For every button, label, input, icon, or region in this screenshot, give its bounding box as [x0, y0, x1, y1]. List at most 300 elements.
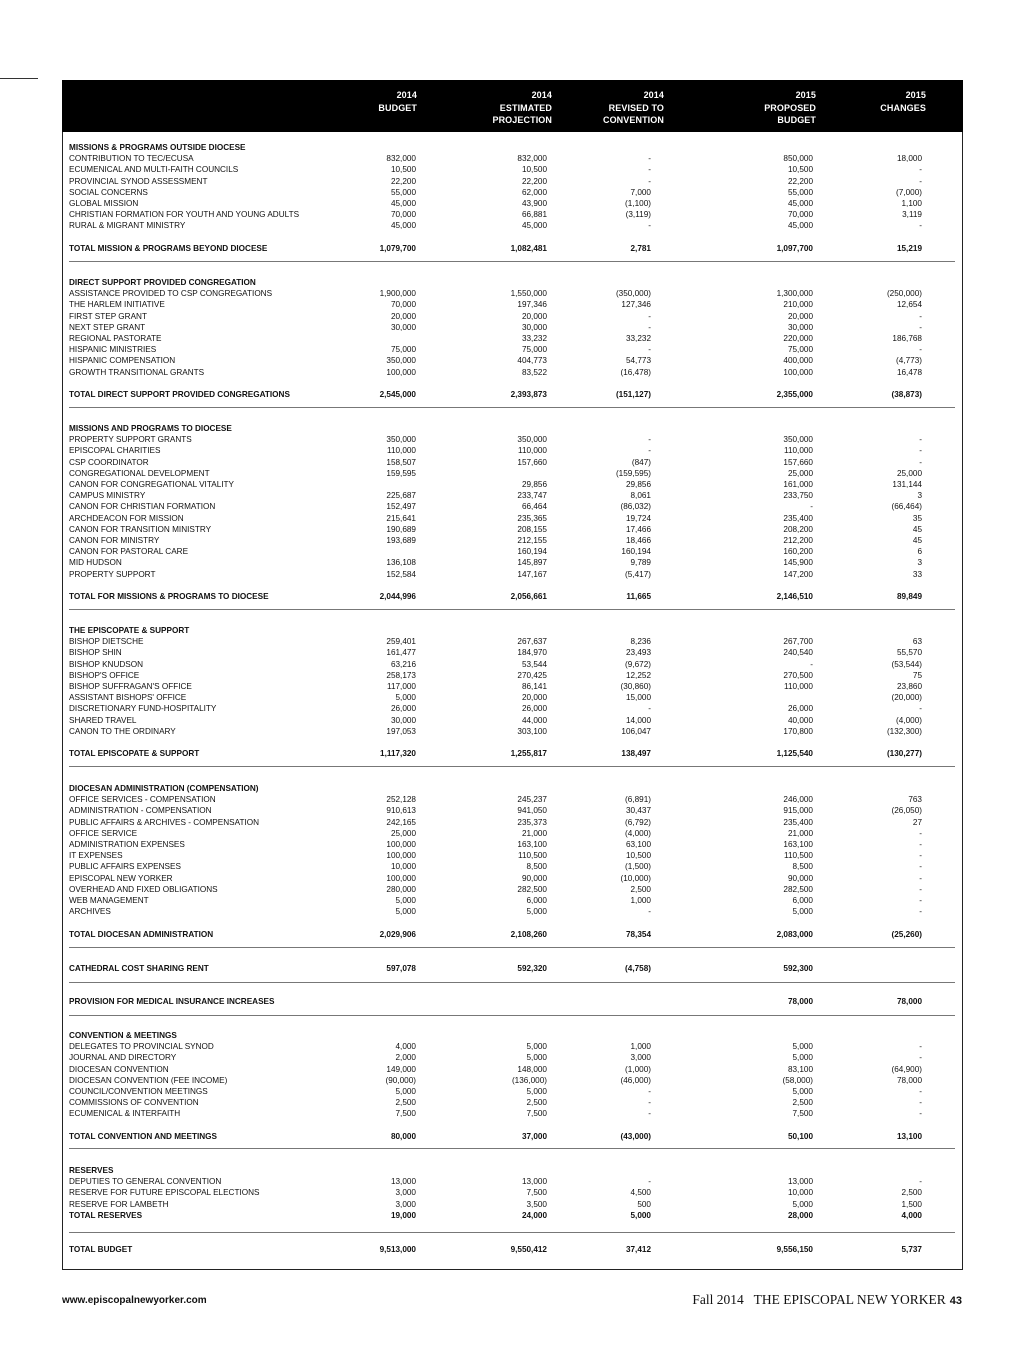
value-2015-changes: 6 [917, 547, 922, 557]
value-2015-changes: 45 [912, 524, 922, 534]
value-2015-changes: - [919, 840, 922, 849]
value-2014-estimated: 10,500 [521, 165, 547, 175]
footer-issue-text: Fall 2014 THE EPISCOPAL NEW YORKER [692, 1292, 946, 1307]
footer-issue [692, 1292, 962, 1308]
value-2015-proposed: 10,000 [787, 1188, 813, 1198]
value-2014-revised: (151,127) [615, 390, 651, 399]
row-label: RURAL & MIGRANT MINISTRY [69, 221, 186, 231]
value-2014-revised: 160,194 [621, 547, 651, 557]
total-budget-row [69, 1244, 929, 1255]
table-row [69, 1086, 929, 1097]
value-2014-estimated: 148,000 [517, 1064, 547, 1074]
value-2015-changes: 63 [912, 637, 922, 647]
value-2015-proposed: 28,000 [787, 1210, 813, 1220]
value-2014-estimated: 66,881 [521, 210, 547, 220]
value-2014-budget: 910,613 [386, 806, 416, 816]
section-total-row [69, 1131, 929, 1142]
value-2014-budget: 152,497 [386, 502, 416, 512]
value-2015-changes: - [919, 345, 922, 355]
value-2015-changes: - [919, 896, 922, 905]
table-row [69, 1108, 929, 1119]
section-heading-label: RESERVES [69, 1166, 114, 1175]
value-2015-proposed: 10,500 [787, 165, 813, 175]
value-2015-proposed: 350,000 [783, 435, 813, 445]
value-2015-proposed: 235,400 [783, 817, 813, 827]
value-2015-changes: - [919, 907, 922, 917]
row-label: WEB MANAGEMENT [69, 896, 149, 905]
value-2014-estimated: 941,050 [517, 806, 547, 816]
value-2015-changes: - [919, 446, 922, 456]
value-2015-changes: 23,860 [896, 682, 922, 691]
row-label: PROPERTY SUPPORT [69, 569, 156, 579]
value-2015-proposed: 5,000 [792, 1053, 813, 1063]
value-2015-proposed: 282,500 [783, 884, 813, 894]
table-row [69, 569, 929, 580]
row-label: RESERVE FOR LAMBETH [69, 1199, 169, 1209]
value-2015-changes: - [919, 1098, 922, 1108]
value-2015-proposed: 400,000 [783, 356, 813, 366]
value-2014-revised: - [648, 154, 651, 164]
value-2014-revised: - [648, 322, 651, 332]
value-2014-budget: 197,053 [386, 726, 416, 736]
table-row [69, 636, 929, 647]
section-heading-label: MISSIONS & PROGRAMS OUTSIDE DIOCESE [69, 143, 246, 152]
section-heading-label: THE EPISCOPATE & SUPPORT [69, 626, 190, 635]
value-2014-revised: (5,417) [625, 569, 651, 579]
value-2014-estimated: 3,500 [526, 1199, 547, 1209]
row-label: CONTRIBUTION TO TEC/ECUSA [69, 154, 194, 164]
value-2015-proposed: 26,000 [787, 704, 813, 714]
value-2015-changes: (38,873) [891, 390, 922, 399]
value-2015-proposed: 212,200 [783, 536, 813, 545]
value-2014-estimated: 1,255,817 [510, 749, 547, 759]
value-2014-estimated: 2,056,661 [510, 592, 547, 601]
value-2014-budget: 1,079,700 [379, 243, 416, 253]
row-label: JOURNAL AND DIRECTORY [69, 1053, 177, 1063]
table-row [69, 861, 929, 872]
value-2014-revised: 29,856 [625, 480, 651, 489]
row-label: PUBLIC AFFAIRS & ARCHIVES - COMPENSATION [69, 817, 260, 827]
value-2014-budget: 5,000 [395, 693, 416, 703]
table-row [69, 659, 929, 670]
value-2014-estimated: 26,000 [521, 704, 547, 714]
value-2015-proposed: 8,500 [792, 862, 813, 872]
value-2014-revised: (847) [631, 457, 651, 467]
value-2014-revised: 1,000 [630, 1042, 651, 1052]
row-label: RESERVE FOR FUTURE EPISCOPAL ELECTIONS [69, 1188, 260, 1198]
value-2015-changes: (130,277) [886, 749, 922, 759]
value-2014-estimated: 7,500 [526, 1188, 547, 1198]
section-heading-label: DIRECT SUPPORT PROVIDED CONGREGATION [69, 278, 256, 287]
value-2014-budget: 5,000 [395, 1087, 416, 1096]
table-row [69, 490, 929, 501]
table-row [69, 220, 929, 231]
value-2014-budget: 5,000 [395, 896, 416, 905]
value-2014-estimated: 9,550,412 [510, 1245, 547, 1254]
value-2015-proposed: 1,097,700 [776, 243, 813, 253]
value-2015-proposed: 75,000 [787, 345, 813, 355]
value-2014-revised: (16,478) [620, 367, 651, 377]
row-label: DELEGATES TO PROVINCIAL SYNOD [69, 1042, 214, 1052]
row-label: ADMINISTRATION EXPENSES [69, 840, 185, 849]
value-2014-estimated: 145,897 [517, 558, 547, 568]
page-number: 43 [949, 1295, 962, 1307]
value-2015-proposed: 210,000 [783, 300, 813, 310]
value-2015-changes: - [919, 1053, 922, 1063]
value-2015-proposed: 208,200 [783, 524, 813, 534]
value-2014-revised: 37,412 [625, 1245, 651, 1254]
value-2014-budget: 832,000 [386, 154, 416, 164]
value-2015-proposed: 157,660 [783, 457, 813, 467]
value-2014-estimated: 43,900 [521, 199, 547, 208]
value-2015-proposed: 2,500 [792, 1098, 813, 1108]
table-row [69, 187, 929, 198]
table-row [69, 513, 929, 524]
row-label: TOTAL CONVENTION AND MEETINGS [69, 1131, 217, 1141]
value-2014-revised: 8,061 [630, 491, 651, 501]
section-heading-label: DIOCESAN ADMINISTRATION (COMPENSATION) [69, 784, 259, 793]
value-2015-changes: (25,260) [891, 929, 922, 939]
value-2014-budget: 2,500 [395, 1098, 416, 1108]
table-row [69, 479, 929, 490]
value-2014-budget: 149,000 [386, 1064, 416, 1074]
value-2015-changes: 12,654 [896, 300, 922, 310]
value-2014-budget: 45,000 [390, 221, 416, 231]
row-label: PROVINCIAL SYNOD ASSESSMENT [69, 176, 208, 186]
value-2014-estimated: 5,000 [526, 1087, 547, 1096]
value-2014-budget: 1,900,000 [379, 289, 416, 299]
value-2015-changes: (64,900) [891, 1064, 922, 1074]
value-2015-changes: - [919, 884, 922, 894]
section-total-row [69, 748, 929, 759]
value-2014-estimated: 6,000 [526, 896, 547, 905]
value-2014-revised: - [648, 1087, 651, 1096]
table-row [69, 457, 929, 468]
value-2015-proposed: 850,000 [783, 154, 813, 164]
value-2014-estimated: 282,500 [517, 884, 547, 894]
table-row [69, 670, 929, 681]
value-2015-proposed: 83,100 [787, 1064, 813, 1074]
row-label: CANON TO THE ORDINARY [69, 726, 176, 736]
value-2014-estimated: 160,194 [517, 547, 547, 557]
value-2014-budget: 70,000 [390, 300, 416, 310]
value-2014-revised: (10,000) [620, 873, 651, 883]
table-row [69, 1052, 929, 1063]
value-2015-changes: - [919, 221, 922, 231]
value-2014-estimated: 22,200 [521, 176, 547, 186]
value-2015-changes: 89,849 [896, 592, 922, 601]
table-row [69, 1064, 929, 1075]
section-total-row [69, 591, 929, 602]
value-2015-proposed: 20,000 [787, 311, 813, 321]
value-2015-changes: - [919, 828, 922, 838]
value-2014-estimated: 33,232 [521, 334, 547, 343]
section-divider [69, 609, 955, 610]
table-row [69, 164, 929, 175]
value-2014-budget: 10,000 [390, 862, 416, 872]
value-2015-proposed: 5,000 [792, 1042, 813, 1052]
value-2014-revised: 2,500 [630, 884, 651, 894]
value-2014-budget: 22,200 [390, 176, 416, 186]
value-2015-proposed: 592,300 [783, 964, 813, 973]
row-label: BISHOP DIETSCHE [69, 637, 144, 647]
row-label: CANON FOR CHRISTIAN FORMATION [69, 502, 216, 512]
table-row [69, 198, 929, 209]
value-2014-budget: 70,000 [390, 210, 416, 220]
value-2014-revised: (159,595) [615, 468, 651, 478]
value-2015-proposed: 78,000 [787, 997, 813, 1006]
col-2014-estimated: 2014 ESTIMATED PROJECTION [492, 90, 552, 125]
value-2014-revised: 18,466 [625, 536, 651, 545]
value-2015-proposed: 5,000 [792, 1087, 813, 1096]
value-2015-proposed: 915,000 [783, 806, 813, 816]
row-label: NEXT STEP GRANT [69, 322, 146, 332]
value-2014-revised: (43,000) [620, 1131, 651, 1141]
value-2015-changes: - [919, 311, 922, 321]
value-2015-changes: 763 [908, 795, 922, 805]
table-row [69, 355, 929, 366]
value-2014-revised: (4,000) [625, 828, 651, 838]
value-2014-budget: 63,216 [390, 659, 416, 669]
row-label: TOTAL BUDGET [69, 1245, 133, 1254]
table-row [69, 873, 929, 884]
section-heading [69, 1030, 929, 1041]
value-2015-changes: 3,119 [902, 210, 922, 220]
value-2014-estimated: 350,000 [517, 435, 547, 445]
table-row [69, 333, 929, 344]
section-total-row [69, 243, 929, 254]
value-2014-revised: 5,000 [630, 1210, 651, 1220]
value-2014-estimated: 90,000 [521, 873, 547, 883]
row-label: CANON FOR PASTORAL CARE [69, 547, 189, 557]
value-2015-proposed: 2,083,000 [776, 929, 813, 939]
row-label: CANON FOR TRANSITION MINISTRY [69, 524, 212, 534]
row-label: GLOBAL MISSION [69, 199, 139, 208]
value-2014-budget: 25,000 [390, 828, 416, 838]
value-2015-proposed: 246,000 [783, 795, 813, 805]
section-divider [69, 261, 955, 262]
value-2015-changes: 3 [917, 558, 922, 568]
table-row [69, 344, 929, 355]
value-2014-estimated: 21,000 [521, 828, 547, 838]
value-2014-estimated: 303,100 [517, 726, 547, 736]
value-2014-revised: 23,493 [625, 648, 651, 658]
value-2014-estimated: 5,000 [526, 907, 547, 917]
value-2014-budget: 20,000 [390, 311, 416, 321]
value-2014-estimated: 2,108,260 [510, 929, 547, 939]
value-2014-budget: 7,500 [395, 1109, 416, 1119]
table-row [69, 445, 929, 456]
value-2014-budget: 55,000 [390, 187, 416, 197]
value-2015-proposed: 270,500 [783, 670, 813, 680]
section-divider [69, 1015, 955, 1016]
value-2014-estimated: 2,393,873 [510, 390, 547, 399]
value-2015-changes: - [919, 862, 922, 872]
table-row [69, 1041, 929, 1052]
section-divider [69, 407, 955, 408]
value-2015-proposed: 1,125,540 [776, 749, 813, 759]
value-2014-revised: (3,119) [625, 210, 651, 220]
value-2014-revised: 127,346 [621, 300, 651, 310]
value-2014-estimated: 212,155 [517, 536, 547, 545]
value-2015-proposed: 7,500 [792, 1109, 813, 1119]
row-label: PROPERTY SUPPORT GRANTS [69, 435, 192, 445]
value-2015-changes: 4,000 [901, 1210, 922, 1220]
value-2014-estimated: 83,522 [521, 367, 547, 377]
value-2015-proposed: (58,000) [782, 1075, 813, 1085]
section-heading [69, 277, 929, 288]
value-2014-estimated: 20,000 [521, 693, 547, 703]
value-2015-changes: - [919, 176, 922, 186]
value-2014-estimated: 13,000 [521, 1177, 547, 1187]
value-2014-budget: 2,044,996 [379, 592, 416, 601]
value-2014-estimated: (136,000) [511, 1075, 547, 1085]
medical-insurance-row [69, 996, 929, 1007]
value-2015-proposed: 235,400 [783, 513, 813, 523]
value-2014-estimated: 267,637 [517, 637, 547, 647]
value-2015-proposed: 2,146,510 [776, 592, 813, 601]
value-2015-proposed: - [810, 502, 813, 512]
row-label: DIOCESAN CONVENTION (FEE INCOME) [69, 1075, 228, 1085]
value-2014-revised: 3,000 [630, 1053, 651, 1063]
row-label: ASSISTANT BISHOPS' OFFICE [69, 693, 187, 703]
value-2014-estimated: 235,373 [517, 817, 547, 827]
value-2014-estimated: 29,856 [521, 480, 547, 489]
value-2014-revised: 15,000 [625, 693, 651, 703]
value-2014-revised: 500 [637, 1199, 651, 1209]
row-label: ARCHIVES [69, 907, 111, 917]
value-2014-estimated: 147,167 [517, 569, 547, 579]
value-2014-estimated: 110,500 [518, 851, 547, 861]
value-2015-changes: 33 [912, 569, 922, 579]
section-heading [69, 423, 929, 434]
value-2014-estimated: 233,747 [517, 491, 547, 501]
row-label: THE HARLEM INITIATIVE [69, 300, 165, 310]
value-2014-budget: 152,584 [386, 569, 416, 579]
table-row [69, 839, 929, 850]
value-2015-changes: (7,000) [896, 187, 922, 197]
row-label: OVERHEAD AND FIXED OBLIGATIONS [69, 884, 218, 894]
value-2015-proposed: 5,000 [792, 907, 813, 917]
value-2015-changes: 27 [912, 817, 922, 827]
section-heading-label: MISSIONS AND PROGRAMS TO DIOCESE [69, 424, 232, 433]
value-2014-estimated: 245,237 [517, 795, 547, 805]
value-2014-budget: 136,108 [386, 558, 416, 568]
value-2015-proposed: 45,000 [787, 221, 813, 231]
value-2015-changes: - [919, 851, 922, 861]
table-row [69, 367, 929, 378]
row-label: MID HUDSON [69, 558, 122, 568]
row-label: ARCHDEACON FOR MISSION [69, 513, 184, 523]
value-2015-proposed: 160,200 [783, 547, 813, 557]
value-2015-proposed: 21,000 [787, 828, 813, 838]
value-2015-changes: - [919, 873, 922, 883]
value-2015-proposed: 22,200 [787, 176, 813, 186]
value-2014-budget: 9,513,000 [379, 1245, 416, 1254]
section-total-row [69, 929, 929, 940]
value-2015-proposed: 145,900 [783, 558, 813, 568]
value-2014-estimated: 5,000 [526, 1053, 547, 1063]
table-row [69, 434, 929, 445]
row-label: OFFICE SERVICE [69, 828, 138, 838]
value-2015-changes: - [919, 704, 922, 714]
table-row [69, 895, 929, 906]
value-2014-revised: 19,724 [625, 513, 651, 523]
value-2014-revised: 12,252 [625, 670, 651, 680]
value-2014-revised: (9,672) [625, 659, 651, 669]
table-row [69, 468, 929, 479]
value-2014-estimated: 1,550,000 [510, 289, 547, 299]
col-2015-changes: 2015 CHANGES [880, 90, 926, 113]
value-2014-budget: 30,000 [390, 715, 416, 725]
value-2014-revised: (350,000) [615, 289, 651, 299]
table-row [69, 209, 929, 220]
value-2015-proposed: 1,300,000 [776, 289, 813, 299]
row-label: GROWTH TRANSITIONAL GRANTS [69, 367, 205, 377]
value-2015-changes: - [919, 457, 922, 467]
value-2014-budget: 2,029,906 [379, 929, 416, 939]
value-2015-proposed: 13,000 [787, 1177, 813, 1187]
table-row [69, 546, 929, 557]
row-label: BISHOP SHIN [69, 648, 122, 658]
value-2015-changes: - [919, 165, 922, 175]
row-label: TOTAL DIRECT SUPPORT PROVIDED CONGREGATIONS [69, 390, 290, 399]
value-2015-proposed: 161,000 [783, 480, 813, 489]
value-2014-revised: (4,758) [625, 964, 651, 973]
value-2014-revised: - [648, 1177, 651, 1187]
value-2014-revised: - [648, 345, 651, 355]
value-2015-changes: 16,478 [896, 367, 922, 377]
value-2014-revised: - [648, 1109, 651, 1119]
row-label: TOTAL EPISCOPATE & SUPPORT [69, 749, 200, 759]
section-total-row [69, 389, 929, 400]
value-2015-changes: - [919, 1087, 922, 1096]
value-2015-changes: 25,000 [896, 468, 922, 478]
section-heading [69, 1165, 929, 1176]
value-2014-budget: 2,545,000 [379, 390, 416, 399]
row-label: EPISCOPAL NEW YORKER [69, 873, 173, 883]
value-2015-proposed: 267,700 [783, 637, 813, 647]
value-2014-budget: 280,000 [386, 884, 416, 894]
value-2014-budget: 117,000 [387, 682, 416, 691]
value-2014-revised: 2,781 [630, 243, 651, 253]
value-2015-changes: 78,000 [896, 1075, 922, 1085]
value-2015-proposed: 110,000 [784, 682, 813, 691]
cathedral-rent-row [69, 963, 929, 974]
row-label: ADMINISTRATION - COMPENSATION [69, 806, 212, 816]
value-2014-budget: (90,000) [385, 1075, 416, 1085]
table-row [69, 794, 929, 805]
row-label: TOTAL RESERVES [69, 1210, 143, 1220]
value-2015-changes: 45 [912, 536, 922, 545]
value-2015-proposed: 6,000 [792, 896, 813, 905]
value-2015-changes: 1,100 [901, 199, 922, 208]
value-2014-estimated: 30,000 [521, 322, 547, 332]
section-divider [69, 766, 955, 767]
value-2014-estimated: 86,141 [521, 682, 547, 691]
footer-url: www.episcopalnewyorker.com [62, 1295, 207, 1306]
value-2014-budget: 159,595 [386, 468, 416, 478]
row-label: ECUMENICAL AND MULTI-FAITH COUNCILS [69, 165, 239, 175]
table-row [69, 1187, 929, 1198]
value-2015-proposed: 5,000 [792, 1199, 813, 1209]
value-2014-budget: 258,173 [386, 670, 416, 680]
section-divider [69, 982, 955, 983]
row-label: DISCRETIONARY FUND-HOSPITALITY [69, 704, 217, 714]
table-row [69, 176, 929, 187]
value-2014-budget: 215,641 [386, 513, 416, 523]
value-2014-revised: 138,497 [621, 749, 651, 759]
